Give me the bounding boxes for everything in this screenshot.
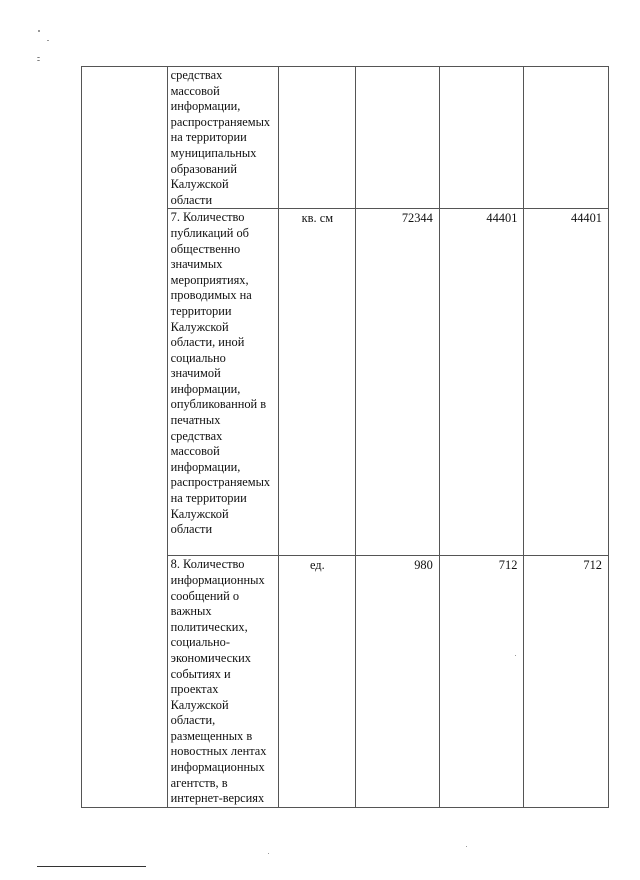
scan-speck [37, 57, 40, 58]
value-cell [439, 67, 524, 209]
value-cell: 44401 [439, 209, 524, 556]
unit-cell [279, 67, 356, 209]
value-cell: 712 [524, 556, 609, 808]
indicators-table [81, 66, 609, 808]
footnote-rule [37, 866, 146, 867]
unit-cell: кв. см [279, 209, 356, 556]
unit-cell: ед. [279, 556, 356, 808]
value-cell: 44401 [524, 209, 609, 556]
value-cell: 712 [439, 556, 524, 808]
value-cell: 72344 [356, 209, 439, 556]
value-cell [356, 67, 439, 209]
scan-speck [47, 40, 49, 41]
indicator-name-cell: средствах массовой информации, распространяемых на территории муниципальных образований Калужской области [167, 67, 279, 209]
scan-speck [37, 60, 40, 61]
value-cell [524, 67, 609, 209]
indicator-name-cell: 8. Количество информационных сообщений о важных политических, социально- экономических событиях и проектах Калужской области, размещенных в новостных лентах информационных агентств, в интернет-версиях [167, 556, 279, 808]
indicator-name-cell: 7. Количество публикаций об общественно значимых мероприятиях, проводимых на территории Калужской области, иной социально значимой информации, опубликованной в печатных средствах массовой информации, распространяемых на территории Калужской области [167, 209, 279, 556]
scan-speck [466, 846, 467, 847]
scan-speck [38, 30, 40, 32]
value-cell: 980 [356, 556, 439, 808]
table-row [82, 67, 609, 209]
empty-cell [82, 67, 168, 808]
scan-speck [268, 853, 269, 854]
